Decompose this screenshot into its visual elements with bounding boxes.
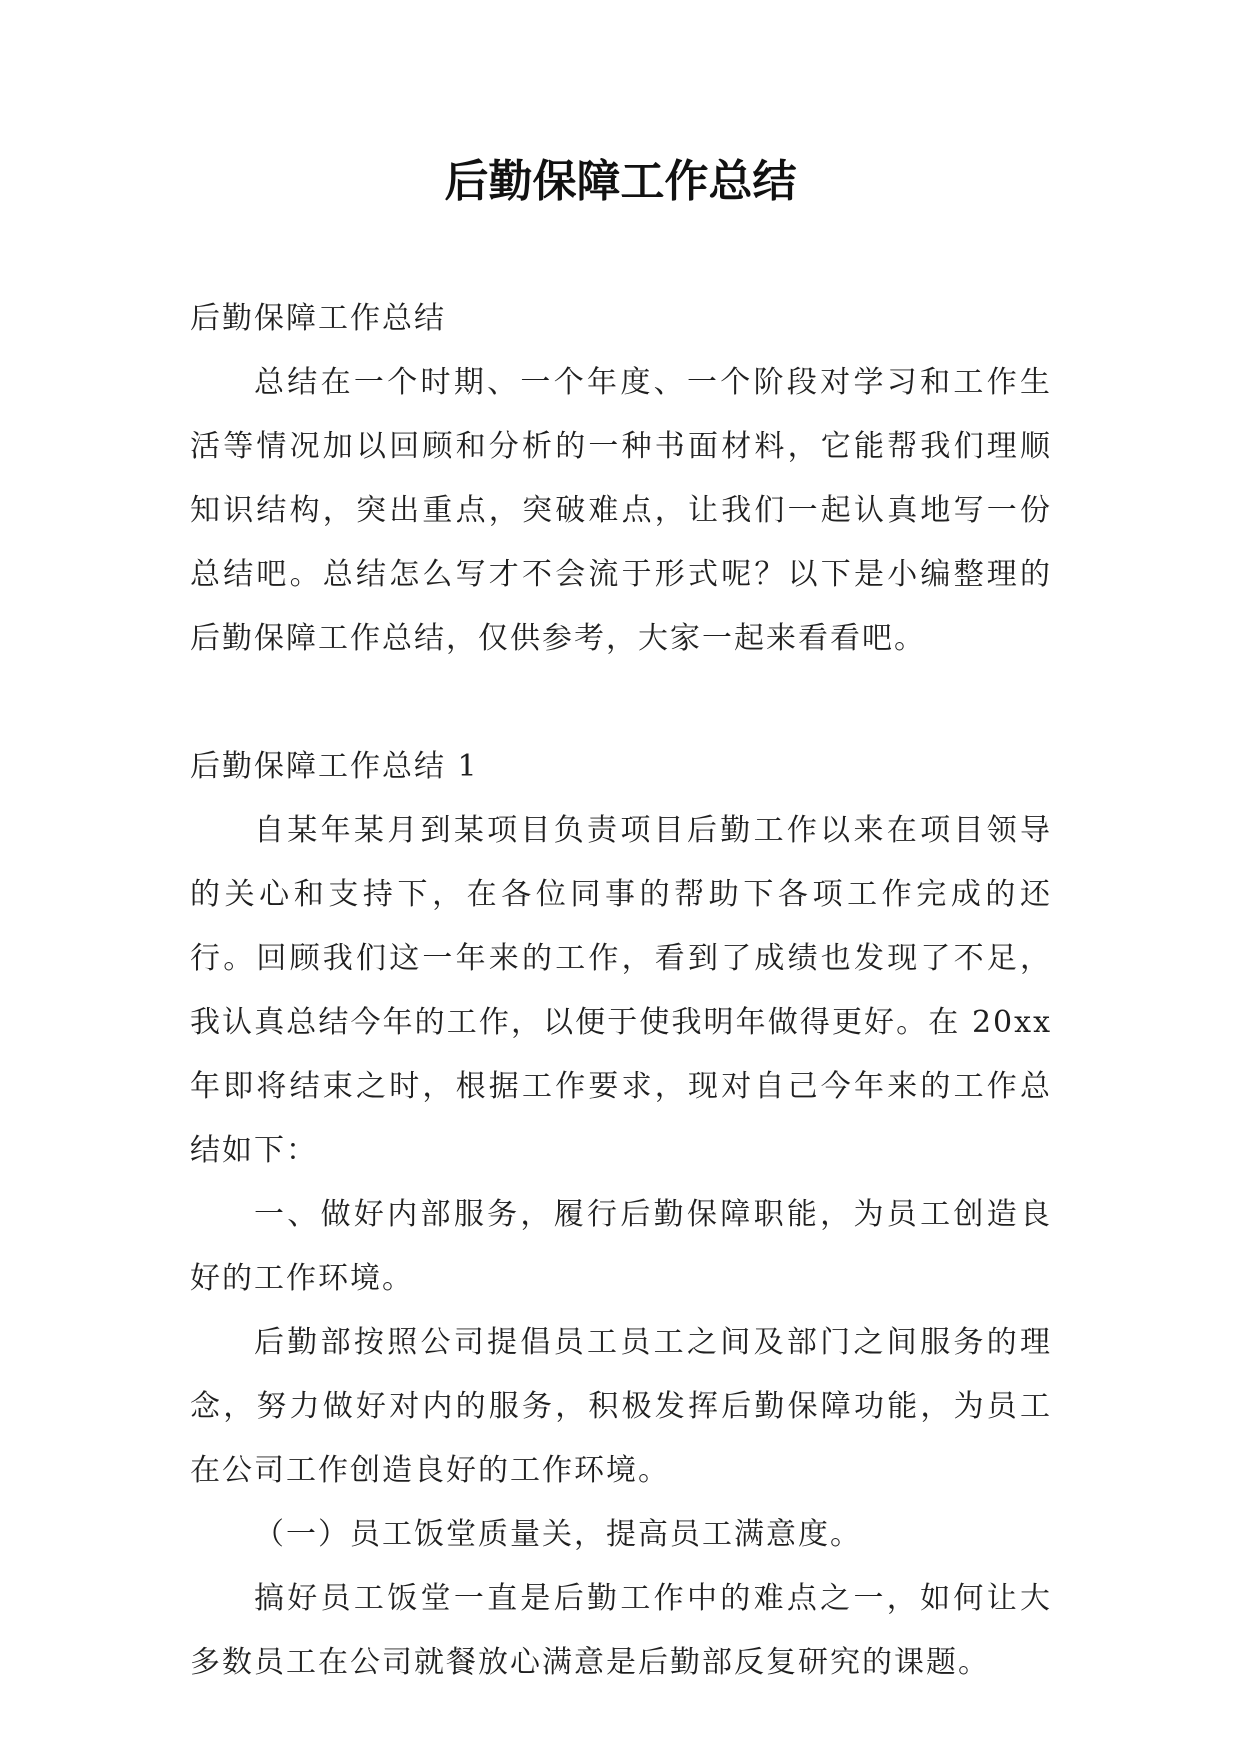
blank-line [190,671,1052,735]
body-paragraph: 搞好员工饭堂一直是后勤工作中的难点之一，如何让大多数员工在公司就餐放心满意是后勤部反复研究的课题。 [190,1581,1052,1680]
section-heading: 后勤保障工作总结 1 [190,749,479,784]
body-paragraph: 后勤部按照公司提倡员工员工之间及部门之间服务的理念，努力做好对内的服务，积极发挥后勤保障功能，为员工在公司工作创造良好的工作环境。 [190,1325,1052,1488]
intro-paragraph: 总结在一个时期、一个年度、一个阶段对学习和工作生活等情况加以回顾和分析的一种书面材料，它能帮我们理顺知识结构，突出重点，突破难点，让我们一起认真地写一份总结吧。总结怎么写才不会流于形式呢？以下是小编整理的后勤保障工作总结，仅供参考，大家一起来看看吧。 [190,365,1052,656]
document-body [190,287,1052,1695]
subheading: （一）员工饭堂质量关，提高员工满意度。 [254,1517,862,1552]
document-title: 后勤保障工作总结 [444,156,797,207]
body-paragraph: 自某年某月到某项目负责项目后勤工作以来在项目领导的关心和支持下，在各位同事的帮助下各项工作完成的还行。回顾我们这一年来的工作，看到了成绩也发现了不足，我认真总结今年的工作，以便于使我明年做得更好。在 20xx 年即将结束之时，根据工作要求，现对自己今年来的工作总结如下： [190,813,1052,1168]
subheading: 一、做好内部服务，履行后勤保障职能，为员工创造良好的工作环境。 [190,1197,1052,1296]
section-heading: 后勤保障工作总结 [190,301,446,336]
